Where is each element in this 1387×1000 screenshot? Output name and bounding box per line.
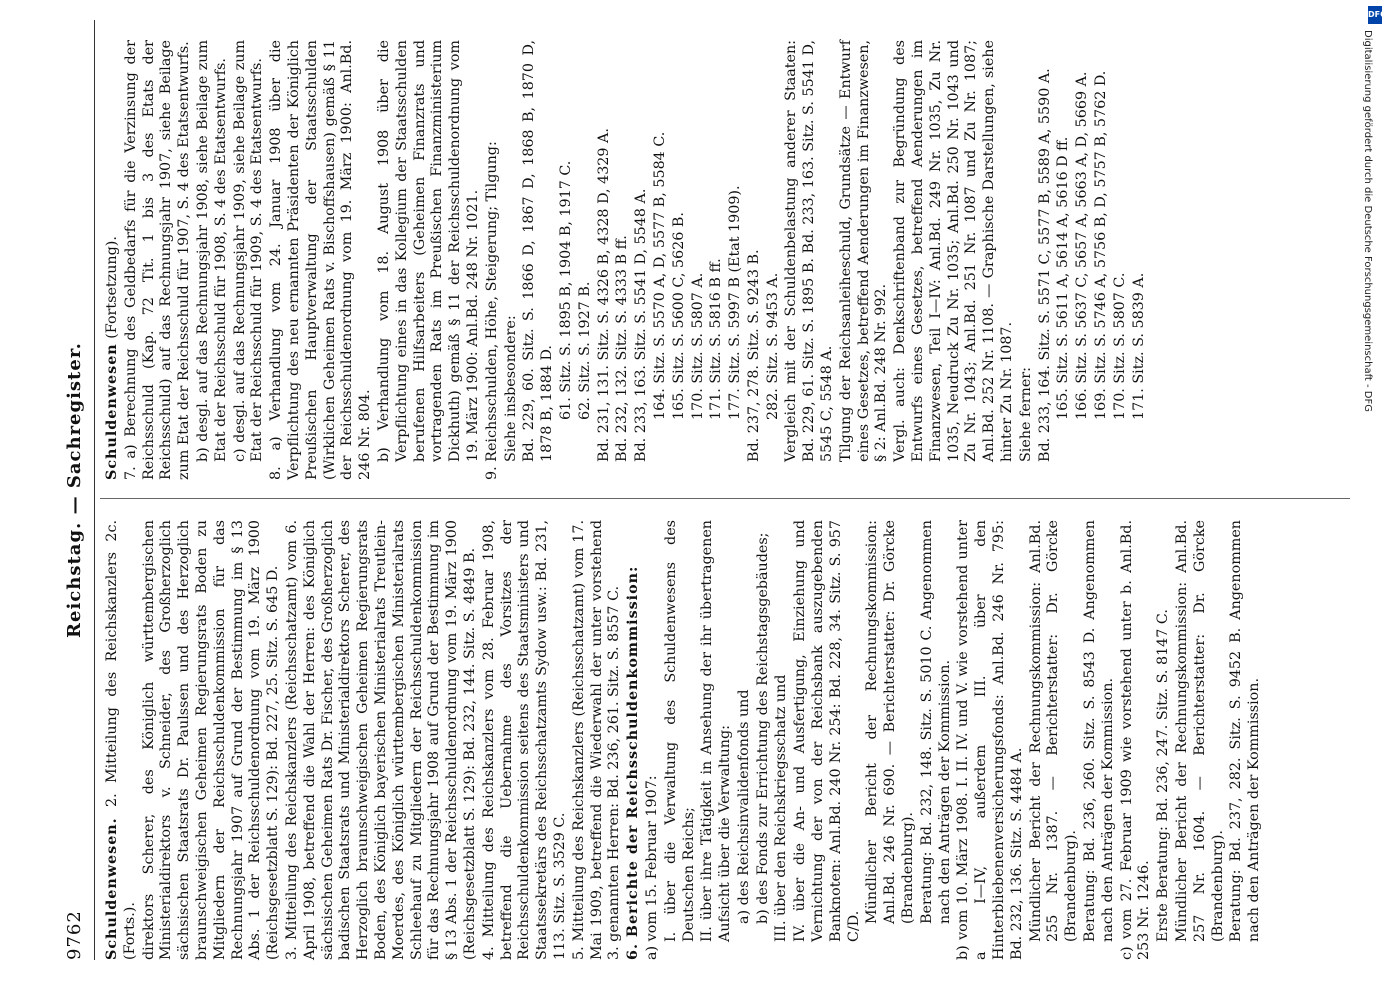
- rotated-page: [60, 20, 1360, 960]
- right-column-entry-20: Vergleich mit der Schuldenbelastung anderer Staaten: Bd. 229, 61. Sitz. S. 1895 B. Bd. 233, 163. Sitz. S. 5541 D, 5545 C, 5548 A.: [783, 40, 836, 462]
- page-number: 9762: [64, 910, 85, 960]
- right-column-heading: Schuldenwesen: [104, 343, 120, 480]
- right-column-entry-9: 62. Sitz. S. 1927 B.: [576, 281, 593, 420]
- right-column: [104, 40, 1350, 480]
- right-column-entry-10: Bd. 231, 131. Sitz. S. 4326 B, 4328 D, 4329 A.: [595, 128, 612, 462]
- left-column-entry-20: Mündlicher Bericht der Rechnungskommission: Anl.Bd. 257 Nr. 1604. — Berichterstatter: Dr. Görcke (Brandenburg).: [1174, 520, 1226, 942]
- left-column-entry-0: Schuldenwesen. 2. Mitteilung des Reichskanzlers 2c. (Forts.).: [104, 519, 138, 960]
- right-column-entry-4: b) Verhandlung vom 18. August 1908 über die Verpflichtung eines in das Kollegium der Staatsschulden berufenen Hilfsarbeiters (Geheimen Finanzrats und vortragenden Rats im Preußischen Finanzministerium Dickhuth) gemäß § 11 der Reichsschuldenordnung vom 19. März 1900: Anl.Bd. 248 Nr. 1021.: [375, 40, 481, 462]
- right-column-entry-21: Tilgung der Reichsanleiheschuld, Grundsätze — Entwurf eines Gesetzes, betreffend Aenderungen im Finanzwesen, § 2: Anl.Bd. 248 Nr. 992.: [837, 40, 890, 462]
- right-column-entry-6: Siehe insbesondere:: [502, 315, 519, 462]
- column-divider: [100, 498, 1350, 499]
- right-column-entry-1: b) desgl. auf das Rechnungsjahr 1908, siehe Beilage zum Etat der Reichsschuld für 1908, S. 4 des Etatsentwurfs.: [194, 40, 229, 462]
- left-column-entry-7: I. über die Verwaltung des Schuldenwesens des Deutschen Reichs;: [662, 520, 697, 942]
- right-column-entry-7: Bd. 229, 60. Sitz. S. 1866 D, 1867 D, 1868 B, 1870 D, 1878 B, 1884 D.: [521, 40, 556, 462]
- left-column-entry-10: b) des Fonds zur Errichtung des Reichstagsgebäudes;: [754, 532, 771, 924]
- left-column-entry-11: III. über den Reichskriegsschatz und: [773, 674, 790, 942]
- left-column-entry-12: IV. über die An- und Ausfertigung, Einziehung und Vernichtung der von der Reichsbank auszugebenden Banknoten: Anl.Bd. 240 Nr. 254: Bd. 228, 34. Sitz. S. 957 C/D.: [792, 520, 862, 942]
- header-rule: [94, 20, 95, 960]
- left-column-entry-2: 3. Mitteilung des Reichskanzlers (Reichsschatzamt) vom 6. April 1908, betreffend die Wahl der Herren: des Königlich sächsischen Geheimen Rats Dr. Fischer, des Großherzoglich badischen Staatsrats und Ministerialdirektors Scherer, des Herzoglich braunschweigischen Geheimen Regierungsrats Boden, des Königlich bayerischen Ministerialrats Treutlein-Moerdes, des Königlich württembergischen Ministerialrats Schleehauf zu Mitgliedern der Reichsschuldenkommission für das Rechnungsjahr 1908 auf Grund der Bestimmung im § 13 Abs. 1 der Reichsschuldenordnung vom 19. März 1900 (Reichsgesetzblatt S. 129): Bd. 232, 144. Sitz. S. 4849 B.: [283, 520, 478, 960]
- left-column-entry-5: 6. Berichte der Reichsschuldenkommission:: [625, 565, 642, 960]
- left-column-entry-21: Beratung: Bd. 237, 282. Sitz. S. 9452 B. Angenommen nach den Anträgen der Kommission.: [1228, 520, 1263, 942]
- right-column-entry-3: 8. a) Verhandlung vom 24. Januar 1908 über die Verpflichtung des neu ernannten Präsidenten der Königlich Preußischen Hauptverwaltung der Staatsschulden (Wirklichen Geheimen Rats v. Bischoffshausen) gemäß § 11 der Reichsschuldenordnung vom 19. März 1900: Anl.Bd. 246 Nr. 804.: [268, 40, 374, 480]
- right-column-entry-2: c) desgl. auf das Rechnungsjahr 1909, siehe Beilage zum Etat der Reichsschuld für 1909, S. 4 des Etatsentwurfs.: [231, 40, 266, 462]
- left-column-entry-17: Beratung: Bd. 236, 260. Sitz. S. 8543 D. Angenommen nach den Anträgen der Kommission.: [1082, 520, 1116, 942]
- left-column-heading: Schuldenwesen.: [104, 817, 120, 960]
- left-column-entry-9: a) des Reichsinvalidenfonds und: [735, 689, 752, 924]
- right-column-entry-23: Siehe ferner:: [1017, 367, 1034, 462]
- page-header: [60, 20, 94, 960]
- right-column-entry-0: 7. a) Berechnung des Geldbedarfs für die Verzinsung der Reichsschuld (Kap. 72 Tit. 1 bis 3 des Etats der Reichsschuld) auf das Rechnungsjahr 1907, siehe Beilage zum Etat der Reichsschuld für 1907, S. 4 des Etatsentwurfs.: [122, 40, 193, 480]
- right-column-entry-18: Bd. 237, 278. Sitz. S. 9243 B.: [745, 249, 762, 462]
- left-column-entry-3: 4. Mitteilung des Reichskanzlers vom 28. Februar 1908, betreffend die Uebernahme des Vorsitzes der Reichsschuldenkommission seitens des Staatsministers und Staatssekretärs des Reichsschatzamts Sydow usw.: Bd. 231, 113. Sitz. S. 3529 C.: [480, 520, 568, 960]
- right-column-heading-line: [104, 40, 122, 480]
- right-column-entry-24: Bd. 233, 164. Sitz. S. 5571 C, 5577 B, 5589 A, 5590 A.: [1036, 68, 1053, 462]
- left-column-entry-6: a) vom 15. Februar 1907:: [643, 775, 660, 960]
- running-title: Reichstag. — Sachregister.: [64, 342, 85, 638]
- right-column-heading-suffix: (Fortsetzung).: [104, 236, 120, 339]
- right-column-entry-22: Vergl. auch: Denkschriftenband zur Begründung des Entwurfs eines Gesetzes, betreffend Aenderungen im Finanzwesen, Teil I—IV: Anl.Bd. 249 Nr. 1035, Zu Nr. 1035, Neudruck Zu Nr. 1035; Anl.Bd. 250 Nr. 1043 und Zu Nr. 1043; Anl.Bd. 251 Nr. 1087 und Zu Nr. 1087; Anl.Bd. 252 Nr. 1108. — Graphische Darstellungen, siehe hinter Zu Nr. 1087.: [892, 40, 1016, 462]
- left-column-entry-4: 5. Mitteilung des Reichskanzlers (Reichsschatzamt) vom 17. Mai 1909, betreffend die Wiederwahl der unter vorstehend 3. genannten Herren: Bd. 236, 261. Sitz. S. 8557 C.: [570, 520, 623, 960]
- left-column-entry-16: Mündlicher Bericht der Rechnungskommission: Anl.Bd. 255 Nr. 1387. — Berichterstatter: Dr. Görcke (Brandenburg).: [1027, 520, 1080, 942]
- left-column-entry-18: c) vom 27. Februar 1909 wie vorstehend unter b. Anl.Bd. 253 Nr. 1246.: [1118, 520, 1153, 960]
- left-column-entry-8: II. über ihre Tätigkeit in Ansehung der ihr übertragenen Aufsicht über die Verwaltung:: [699, 520, 734, 942]
- right-column-entry-13: 164. Sitz. S. 5570 A, D, 5577 B, 5584 C.: [651, 131, 668, 420]
- right-column-entry-17: 177. Sitz. S. 5997 B (Etat 1909).: [727, 185, 744, 420]
- left-column-entry-1: direktors Scherer, des Königlich württembergischen Ministerialdirektors v. Schneider, des Großherzoglich sächsischen Staatsrats Dr. Paulssen und des Herzoglich braunschweigischen Geheimen Regierungsrats Boden zu Mitgliedern der Reichsschuldenkommission für das Rechnungsjahr 1907 auf Grund der Bestimmung im § 13 Abs. 1 der Reichsschuldenordnung vom 19. März 1900 (Reichsgesetzblatt S. 129): Bd. 227, 25. Sitz. S. 645 D.: [140, 520, 282, 960]
- left-column-entry-13: Mündlicher Bericht der Rechnungskommission: Anl.Bd. 246 Nr. 690. — Berichterstatter: Dr. Görcke (Brandenburg).: [864, 520, 917, 924]
- right-column-entry-14: 165. Sitz. S. 5600 C, 5626 B.: [670, 212, 687, 420]
- left-column: [104, 520, 1350, 960]
- left-column-entry-15: b) vom 10. März 1908. I. II. IV. und V. wie vorstehend unter a I—IV, außerdem III. über den Hinterbliebenenversicherungsfonds: Anl.Bd. 246 Nr. 795: Bd. 232, 136. Sitz. S. 4484 A.: [955, 520, 1025, 960]
- right-column-entry-26: 166. Sitz. S. 5637 C, 5657 A, 5663 A, D, 5669 A.: [1074, 71, 1091, 420]
- right-column-entry-16: 171. Sitz. S. 5816 B ff.: [708, 258, 725, 420]
- right-column-entry-25: 165. Sitz. S. 5611 A, 5614 A, 5616 D ff.: [1055, 136, 1072, 420]
- left-column-entry-14: Beratung: Bd. 232, 148. Sitz. S. 5010 C. Angenommen nach den Anträgen der Kommission.: [918, 520, 953, 924]
- right-column-entry-8: 61. Sitz. S. 1895 B, 1904 B, 1917 C.: [557, 160, 574, 420]
- right-column-entry-19: 282. Sitz. S. 9453 A.: [764, 272, 781, 420]
- right-column-entry-27: 169. Sitz. S. 5746 A, 5756 B, D, 5757 B, 5762 D.: [1093, 70, 1110, 420]
- right-column-entry-5: 9. Reichsschulden, Höhe, Steigerung; Tilgung:: [483, 141, 500, 480]
- right-column-entry-12: Bd. 233, 163. Sitz. S. 5541 D, 5548 A.: [633, 188, 650, 462]
- dfg-logo: DFG: [1368, 6, 1382, 24]
- digitization-note: Digitalisierung gefördert durch die Deutsche Forschungsgemeinschaft - DFG: [1362, 30, 1373, 413]
- right-column-entry-29: 171. Sitz. S. 5839 A.: [1130, 272, 1147, 420]
- right-column-entry-28: 170. Sitz. S. 5807 C.: [1111, 272, 1128, 420]
- right-column-entry-11: Bd. 232, 132. Sitz. S. 4333 B ff.: [614, 235, 631, 462]
- right-column-entry-15: 170. Sitz. S. 5807 A.: [689, 272, 706, 420]
- left-column-entry-19: Erste Beratung: Bd. 236, 247. Sitz. S. 8147 C.: [1155, 609, 1172, 942]
